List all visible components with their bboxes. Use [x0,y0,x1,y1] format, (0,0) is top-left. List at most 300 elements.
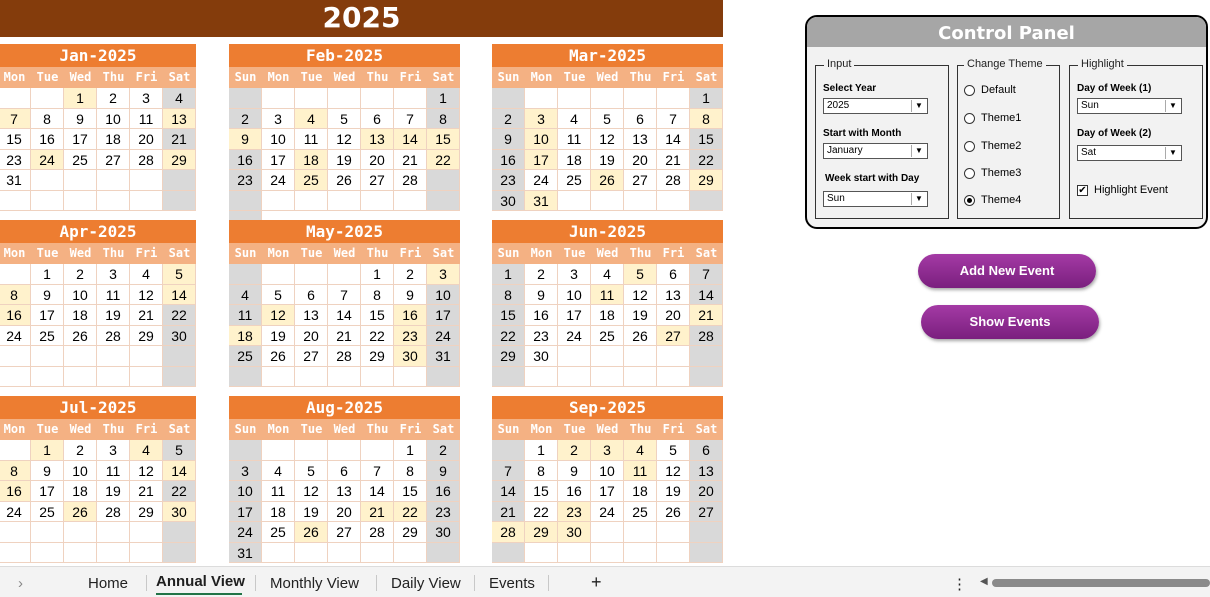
day-cell[interactable]: 5 [624,264,657,285]
day-cell[interactable] [525,367,558,388]
day-cell[interactable]: 26 [64,502,97,523]
day-cell[interactable]: 21 [492,502,525,523]
day-cell[interactable] [163,346,196,367]
day-cell[interactable]: 9 [427,461,460,482]
day-cell[interactable]: 4 [295,109,328,130]
day-cell[interactable]: 21 [690,305,723,326]
day-cell[interactable] [525,88,558,109]
day-cell[interactable]: 5 [328,109,361,130]
day-cell[interactable]: 16 [492,150,525,171]
scroll-left-arrow-icon[interactable]: ◀ [980,576,988,587]
day-cell[interactable] [328,88,361,109]
day-cell[interactable]: 2 [97,88,130,109]
day-cell[interactable]: 30 [163,326,196,347]
day-cell[interactable]: 17 [525,150,558,171]
day-cell[interactable]: 29 [130,326,163,347]
day-cell[interactable]: 3 [525,109,558,130]
tab-daily-view[interactable]: Daily View [391,575,461,592]
day-cell[interactable]: 13 [163,109,196,130]
day-cell[interactable]: 20 [361,150,394,171]
day-cell[interactable]: 18 [295,150,328,171]
day-cell[interactable]: 30 [492,191,525,212]
day-cell[interactable]: 16 [558,481,591,502]
day-cell[interactable]: 29 [492,346,525,367]
day-cell[interactable]: 26 [624,326,657,347]
day-cell[interactable]: 8 [0,285,31,306]
day-cell[interactable]: 1 [394,440,427,461]
day-cell[interactable]: 14 [394,129,427,150]
day-cell[interactable] [591,522,624,543]
day-cell[interactable]: 25 [31,326,64,347]
day-cell[interactable] [229,440,262,461]
day-cell[interactable] [492,543,525,564]
day-cell[interactable] [328,440,361,461]
more-options-icon[interactable]: ⋮ [952,576,967,593]
day-cell[interactable]: 3 [229,461,262,482]
day-cell[interactable]: 5 [163,440,196,461]
select-year-dropdown[interactable] [823,98,928,114]
day-cell[interactable]: 1 [492,264,525,285]
day-cell[interactable] [97,522,130,543]
day-cell[interactable]: 26 [295,522,328,543]
day-cell[interactable]: 17 [262,150,295,171]
day-cell[interactable]: 7 [657,109,690,130]
day-cell[interactable] [0,440,31,461]
day-cell[interactable] [262,264,295,285]
day-cell[interactable] [262,440,295,461]
day-cell[interactable] [492,88,525,109]
day-cell[interactable] [591,346,624,367]
day-cell[interactable] [31,522,64,543]
day-cell[interactable]: 23 [492,170,525,191]
day-cell[interactable]: 23 [229,170,262,191]
day-cell[interactable]: 16 [0,305,31,326]
day-cell[interactable]: 30 [427,522,460,543]
day-cell[interactable]: 24 [558,326,591,347]
day-cell[interactable] [31,346,64,367]
day-cell[interactable] [262,543,295,564]
day-cell[interactable]: 21 [163,129,196,150]
day-cell[interactable] [163,191,196,212]
day-cell[interactable]: 19 [97,481,130,502]
day-cell[interactable]: 12 [130,461,163,482]
day-cell[interactable]: 8 [361,285,394,306]
day-cell[interactable]: 2 [525,264,558,285]
day-cell[interactable] [361,88,394,109]
day-cell[interactable] [624,191,657,212]
day-cell[interactable]: 26 [657,502,690,523]
day-cell[interactable]: 19 [591,150,624,171]
day-cell[interactable] [31,170,64,191]
day-cell[interactable]: 26 [64,326,97,347]
day-cell[interactable]: 14 [163,461,196,482]
day-cell[interactable] [130,191,163,212]
day-cell[interactable]: 22 [163,481,196,502]
day-cell[interactable]: 18 [229,326,262,347]
day-cell[interactable]: 15 [690,129,723,150]
day-cell[interactable]: 25 [262,522,295,543]
day-cell[interactable] [0,264,31,285]
day-cell[interactable]: 16 [525,305,558,326]
day-cell[interactable]: 11 [97,461,130,482]
day-cell[interactable]: 11 [624,461,657,482]
day-cell[interactable] [591,88,624,109]
day-cell[interactable]: 24 [262,170,295,191]
day-cell[interactable]: 30 [525,346,558,367]
day-cell[interactable]: 28 [328,346,361,367]
day-cell[interactable]: 24 [591,502,624,523]
day-cell[interactable] [558,346,591,367]
day-cell[interactable]: 13 [690,461,723,482]
day-cell[interactable] [591,543,624,564]
day-cell[interactable]: 1 [361,264,394,285]
day-cell[interactable]: 21 [657,150,690,171]
day-cell[interactable] [0,88,31,109]
day-cell[interactable] [295,88,328,109]
day-cell[interactable] [624,346,657,367]
day-cell[interactable]: 17 [229,502,262,523]
day-cell[interactable]: 29 [525,522,558,543]
day-cell[interactable]: 2 [64,440,97,461]
show-events-button[interactable]: Show Events [921,305,1099,339]
day-cell[interactable]: 11 [97,285,130,306]
day-cell[interactable]: 3 [591,440,624,461]
day-cell[interactable]: 6 [690,440,723,461]
day-cell[interactable]: 8 [31,109,64,130]
day-cell[interactable]: 11 [591,285,624,306]
day-cell[interactable]: 12 [328,129,361,150]
dow2-dropdown[interactable] [1077,145,1182,161]
day-cell[interactable] [229,367,262,388]
day-cell[interactable]: 17 [427,305,460,326]
tab-events[interactable]: Events [489,575,535,592]
day-cell[interactable]: 17 [591,481,624,502]
day-cell[interactable]: 7 [690,264,723,285]
radio-button[interactable] [964,113,975,124]
add-new-event-button[interactable]: Add New Event [918,254,1096,288]
day-cell[interactable]: 2 [558,440,591,461]
day-cell[interactable]: 21 [130,305,163,326]
radio-button[interactable] [964,168,975,179]
day-cell[interactable]: 19 [328,150,361,171]
day-cell[interactable]: 15 [492,305,525,326]
day-cell[interactable]: 3 [97,264,130,285]
theme-radio-theme3[interactable]: Theme3 [964,167,1021,179]
day-cell[interactable]: 10 [64,461,97,482]
day-cell[interactable] [64,543,97,564]
day-cell[interactable]: 19 [295,502,328,523]
day-cell[interactable] [31,543,64,564]
day-cell[interactable] [97,367,130,388]
day-cell[interactable]: 22 [427,150,460,171]
day-cell[interactable]: 8 [427,109,460,130]
scrollbar-thumb[interactable] [992,579,1210,587]
day-cell[interactable]: 17 [31,305,64,326]
day-cell[interactable]: 6 [295,285,328,306]
day-cell[interactable] [295,264,328,285]
day-cell[interactable]: 9 [31,461,64,482]
day-cell[interactable]: 22 [525,502,558,523]
day-cell[interactable]: 24 [0,502,31,523]
day-cell[interactable]: 28 [657,170,690,191]
day-cell[interactable] [492,367,525,388]
day-cell[interactable]: 30 [394,346,427,367]
day-cell[interactable] [130,543,163,564]
theme-radio-default[interactable]: Default [964,84,1016,96]
day-cell[interactable] [97,170,130,191]
day-cell[interactable]: 21 [361,502,394,523]
day-cell[interactable]: 13 [361,129,394,150]
day-cell[interactable]: 18 [97,129,130,150]
day-cell[interactable]: 11 [295,129,328,150]
day-cell[interactable] [657,88,690,109]
day-cell[interactable]: 2 [394,264,427,285]
day-cell[interactable]: 2 [427,440,460,461]
day-cell[interactable] [591,367,624,388]
day-cell[interactable] [624,367,657,388]
day-cell[interactable] [558,191,591,212]
day-cell[interactable]: 1 [31,264,64,285]
day-cell[interactable]: 10 [97,109,130,130]
day-cell[interactable]: 10 [427,285,460,306]
day-cell[interactable]: 9 [64,109,97,130]
day-cell[interactable]: 7 [394,109,427,130]
day-cell[interactable]: 25 [591,326,624,347]
day-cell[interactable]: 3 [262,109,295,130]
day-cell[interactable]: 5 [295,461,328,482]
day-cell[interactable]: 31 [525,191,558,212]
day-cell[interactable] [295,191,328,212]
day-cell[interactable]: 30 [558,522,591,543]
day-cell[interactable] [163,367,196,388]
day-cell[interactable]: 29 [361,346,394,367]
day-cell[interactable] [657,367,690,388]
day-cell[interactable]: 9 [229,129,262,150]
day-cell[interactable] [130,367,163,388]
day-cell[interactable]: 1 [64,88,97,109]
day-cell[interactable]: 10 [558,285,591,306]
day-cell[interactable]: 31 [229,543,262,564]
day-cell[interactable]: 18 [558,150,591,171]
day-cell[interactable]: 29 [130,502,163,523]
day-cell[interactable]: 26 [262,346,295,367]
day-cell[interactable]: 22 [163,305,196,326]
day-cell[interactable] [64,170,97,191]
day-cell[interactable]: 26 [591,170,624,191]
day-cell[interactable] [163,543,196,564]
day-cell[interactable] [525,543,558,564]
day-cell[interactable] [64,367,97,388]
day-cell[interactable]: 18 [64,481,97,502]
day-cell[interactable] [624,88,657,109]
day-cell[interactable]: 17 [64,129,97,150]
day-cell[interactable]: 24 [525,170,558,191]
day-cell[interactable]: 7 [361,461,394,482]
day-cell[interactable]: 21 [328,326,361,347]
day-cell[interactable]: 13 [657,285,690,306]
day-cell[interactable]: 20 [624,150,657,171]
day-cell[interactable]: 10 [64,285,97,306]
day-cell[interactable]: 24 [427,326,460,347]
day-cell[interactable]: 23 [394,326,427,347]
dow1-dropdown[interactable] [1077,98,1182,114]
day-cell[interactable]: 20 [657,305,690,326]
start-month-dropdown[interactable] [823,143,928,159]
day-cell[interactable] [558,543,591,564]
day-cell[interactable] [64,346,97,367]
day-cell[interactable]: 17 [558,305,591,326]
day-cell[interactable]: 12 [295,481,328,502]
day-cell[interactable] [361,543,394,564]
day-cell[interactable] [427,170,460,191]
day-cell[interactable]: 21 [394,150,427,171]
day-cell[interactable]: 22 [690,150,723,171]
day-cell[interactable]: 6 [361,109,394,130]
day-cell[interactable]: 20 [690,481,723,502]
day-cell[interactable] [394,191,427,212]
day-cell[interactable] [657,543,690,564]
tab-annual-view[interactable]: Annual View [156,573,245,590]
day-cell[interactable]: 27 [657,326,690,347]
day-cell[interactable]: 9 [394,285,427,306]
add-sheet-icon[interactable]: + [591,572,602,592]
day-cell[interactable]: 20 [130,129,163,150]
day-cell[interactable]: 29 [394,522,427,543]
horizontal-scrollbar[interactable] [980,576,1210,587]
day-cell[interactable]: 11 [558,129,591,150]
scroll-left-icon[interactable]: › [18,575,23,592]
day-cell[interactable] [31,191,64,212]
day-cell[interactable] [328,191,361,212]
day-cell[interactable] [690,543,723,564]
day-cell[interactable]: 2 [492,109,525,130]
day-cell[interactable]: 24 [229,522,262,543]
day-cell[interactable] [690,522,723,543]
day-cell[interactable]: 20 [328,502,361,523]
day-cell[interactable]: 13 [328,481,361,502]
day-cell[interactable]: 4 [130,264,163,285]
day-cell[interactable]: 23 [0,150,31,171]
day-cell[interactable]: 7 [328,285,361,306]
day-cell[interactable] [0,543,31,564]
day-cell[interactable]: 27 [97,150,130,171]
day-cell[interactable]: 3 [97,440,130,461]
day-cell[interactable]: 19 [657,481,690,502]
day-cell[interactable]: 25 [624,502,657,523]
day-cell[interactable]: 23 [427,502,460,523]
day-cell[interactable]: 13 [295,305,328,326]
day-cell[interactable]: 4 [229,285,262,306]
week-start-dropdown[interactable] [823,191,928,207]
day-cell[interactable]: 15 [361,305,394,326]
day-cell[interactable] [262,88,295,109]
day-cell[interactable]: 15 [0,129,31,150]
day-cell[interactable]: 12 [262,305,295,326]
day-cell[interactable]: 20 [295,326,328,347]
day-cell[interactable]: 5 [591,109,624,130]
day-cell[interactable]: 28 [97,502,130,523]
day-cell[interactable]: 12 [130,285,163,306]
day-cell[interactable]: 10 [591,461,624,482]
day-cell[interactable]: 15 [394,481,427,502]
day-cell[interactable] [295,440,328,461]
day-cell[interactable]: 15 [525,481,558,502]
day-cell[interactable] [427,543,460,564]
day-cell[interactable]: 12 [591,129,624,150]
radio-button[interactable] [964,85,975,96]
day-cell[interactable] [262,191,295,212]
day-cell[interactable] [591,191,624,212]
day-cell[interactable] [130,170,163,191]
day-cell[interactable]: 14 [690,285,723,306]
radio-button[interactable] [964,141,975,152]
day-cell[interactable] [0,191,31,212]
day-cell[interactable]: 10 [229,481,262,502]
day-cell[interactable] [64,191,97,212]
day-cell[interactable] [657,522,690,543]
day-cell[interactable]: 14 [361,481,394,502]
day-cell[interactable] [31,88,64,109]
day-cell[interactable]: 19 [97,305,130,326]
day-cell[interactable] [0,346,31,367]
day-cell[interactable] [328,543,361,564]
day-cell[interactable] [229,88,262,109]
day-cell[interactable]: 23 [558,502,591,523]
day-cell[interactable] [0,367,31,388]
day-cell[interactable]: 5 [163,264,196,285]
day-cell[interactable]: 18 [591,305,624,326]
day-cell[interactable] [394,543,427,564]
day-cell[interactable]: 7 [492,461,525,482]
day-cell[interactable]: 28 [361,522,394,543]
day-cell[interactable]: 8 [394,461,427,482]
day-cell[interactable]: 18 [64,305,97,326]
day-cell[interactable] [97,191,130,212]
day-cell[interactable] [328,367,361,388]
day-cell[interactable] [163,170,196,191]
day-cell[interactable]: 18 [624,481,657,502]
day-cell[interactable]: 9 [31,285,64,306]
day-cell[interactable] [558,88,591,109]
day-cell[interactable]: 12 [624,285,657,306]
day-cell[interactable] [361,367,394,388]
theme-radio-theme1[interactable]: Theme1 [964,112,1021,124]
day-cell[interactable] [295,367,328,388]
day-cell[interactable]: 4 [130,440,163,461]
day-cell[interactable]: 27 [361,170,394,191]
day-cell[interactable]: 19 [624,305,657,326]
theme-radio-theme4[interactable]: Theme4 [964,194,1021,206]
day-cell[interactable]: 3 [427,264,460,285]
day-cell[interactable] [624,522,657,543]
day-cell[interactable] [690,191,723,212]
day-cell[interactable]: 6 [328,461,361,482]
day-cell[interactable] [361,440,394,461]
day-cell[interactable]: 3 [558,264,591,285]
day-cell[interactable]: 27 [624,170,657,191]
day-cell[interactable]: 16 [229,150,262,171]
day-cell[interactable]: 27 [328,522,361,543]
day-cell[interactable]: 9 [492,129,525,150]
day-cell[interactable]: 23 [525,326,558,347]
day-cell[interactable]: 11 [229,305,262,326]
day-cell[interactable]: 28 [690,326,723,347]
day-cell[interactable] [229,191,262,212]
day-cell[interactable] [427,367,460,388]
day-cell[interactable] [427,191,460,212]
day-cell[interactable]: 17 [31,481,64,502]
day-cell[interactable]: 8 [525,461,558,482]
